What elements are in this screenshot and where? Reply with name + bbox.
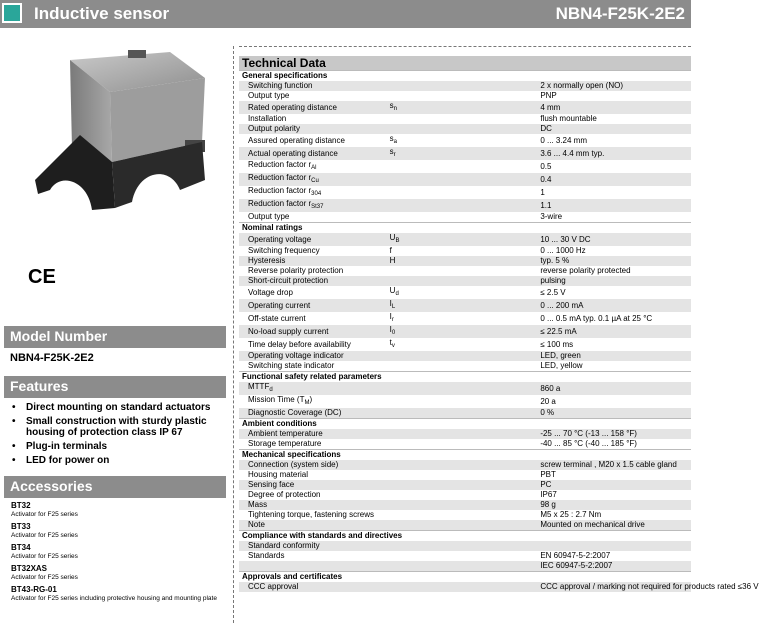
table-row: Sensing face PC bbox=[239, 480, 691, 490]
table-row: CCC approval CCC approval / marking not required for products rated ≤36 V bbox=[239, 582, 691, 592]
table-row: Reduction factor $r_{St37}$ 1.1 bbox=[239, 199, 691, 212]
product-code: NBN4-F25K-2E2 bbox=[555, 4, 685, 23]
table-row: Mission Time $(T_M)$ 20 a bbox=[248, 395, 556, 406]
table-row: Reduction factor $r_{Al}$ 0.5 bbox=[248, 160, 552, 171]
features-list bbox=[10, 402, 228, 469]
table-row: Operating voltage indicator LED, green bbox=[239, 351, 691, 361]
list-item: • LED for power on bbox=[10, 455, 228, 466]
table-row: $MTTF_d$ 860 a bbox=[239, 382, 691, 395]
accessory-name: BT32XAS bbox=[11, 564, 48, 573]
accessory-name: BT32 bbox=[11, 501, 31, 510]
table-row: No-load supply current $I_0$ ≤ 22.5 mA bbox=[239, 325, 691, 338]
accessory-desc: Activator for F25 series bbox=[11, 574, 78, 581]
accessory-name: BT33 bbox=[11, 522, 31, 531]
table-row: Voltage drop $U_d$ ≤ 2.5 V bbox=[248, 286, 566, 297]
model-number-heading: Model Number bbox=[4, 326, 226, 348]
table-group-header: General specifications bbox=[239, 71, 691, 82]
table-row: Connection (system side) screw terminal , M20 x 1.5 cable gland bbox=[239, 460, 691, 470]
table-row: Switching state indicator LED, yellow bbox=[248, 361, 583, 370]
model-number-value: NBN4-F25K-2E2 bbox=[10, 352, 94, 364]
table-row: Housing material PBT bbox=[248, 470, 556, 479]
table-row: Mass 98 g bbox=[239, 500, 691, 510]
table-row: Diagnostic Coverage (DC) 0 % bbox=[239, 408, 691, 419]
table-row: Output type 3-wire bbox=[248, 212, 563, 221]
table-row: Reduction factor $r_{304}$ 1 bbox=[248, 186, 545, 197]
table-row: Operating voltage $U_B$ 10 ... 30 V DC bbox=[239, 233, 691, 246]
table-row: Hysteresis H typ. 5 % bbox=[239, 256, 691, 266]
table-row: Note Mounted on mechanical drive bbox=[239, 520, 691, 531]
accessory-desc: Activator for F25 series bbox=[11, 511, 78, 518]
list-item: • Plug-in terminals bbox=[10, 441, 228, 452]
accessories-heading: Accessories bbox=[4, 476, 226, 498]
list-item: • Small construction with sturdy plastic housing of protection class IP 67 bbox=[10, 416, 228, 438]
product-image bbox=[20, 30, 220, 220]
table-row: Switching function 2 x normally open (NO) bbox=[239, 81, 691, 91]
technical-data-table bbox=[239, 70, 759, 592]
table-group-header: Ambient conditions bbox=[239, 419, 691, 430]
list-item: • Direct mounting on standard actuators bbox=[10, 402, 228, 413]
table-group-header: Approvals and certificates bbox=[239, 572, 691, 583]
technical-data-section bbox=[239, 56, 759, 592]
table-row: Operating current $I_L$ 0 ... 200 mA bbox=[239, 299, 691, 312]
features-heading: Features bbox=[4, 376, 226, 398]
header-bar bbox=[0, 0, 691, 28]
table-row: Time delay before availability $t_v$ ≤ 100 ms bbox=[248, 338, 574, 349]
table-row: Assured operating distance $s_a$ 0 ... 3.24 mm bbox=[248, 134, 587, 145]
table-row: Short-circuit protection pulsing bbox=[239, 276, 691, 286]
table-group-header: Functional safety related parameters bbox=[239, 372, 691, 383]
column-divider bbox=[233, 46, 234, 623]
table-row: Rated operating distance $s_n$ 4 mm bbox=[239, 101, 691, 114]
table-row: Off-state current $I_r$ 0 ... 0.5 mA typ. 0.1 µA at 25 °C bbox=[248, 312, 653, 323]
table-row: Tightening torque, fastening screws M5 x 25 : 2.7 Nm bbox=[248, 510, 602, 519]
table-row: Output type PNP bbox=[248, 91, 557, 100]
table-row: Standard conformity bbox=[239, 541, 691, 551]
accessory-desc: Activator for F25 series bbox=[11, 532, 78, 539]
divider bbox=[239, 46, 691, 47]
table-row: Degree of protection IP67 bbox=[248, 490, 557, 499]
table-row: Installation flush mountable bbox=[248, 114, 597, 123]
table-group-header: Nominal ratings bbox=[239, 223, 691, 234]
accessory-name: BT34 bbox=[11, 543, 31, 552]
brand-square-icon bbox=[2, 3, 22, 23]
table-group-header: Compliance with standards and directives bbox=[239, 531, 691, 542]
table-row: Standards EN 60947-5-2:2007 bbox=[248, 551, 611, 560]
table-row: Actual operating distance $s_r$ 3.6 ... 4.4 mm typ. bbox=[239, 147, 691, 160]
table-row: Reverse polarity protection reverse polarity protected bbox=[248, 266, 631, 275]
accessories-list bbox=[11, 501, 226, 606]
table-row: Reduction factor $r_{Cu}$ 0.4 bbox=[239, 173, 691, 186]
table-row: Storage temperature -40 ... 85 °C (-40 ... 185 °F) bbox=[248, 439, 637, 448]
technical-data-heading: Technical Data bbox=[239, 56, 691, 70]
page-title: Inductive sensor bbox=[34, 4, 170, 23]
table-row: Switching frequency f 0 ... 1000 Hz bbox=[248, 246, 586, 255]
table-row: Ambient temperature -25 ... 70 °C (-13 ... 158 °F) bbox=[239, 429, 691, 439]
ce-mark: CE bbox=[28, 266, 56, 288]
table-group-header: Mechanical specifications bbox=[239, 450, 691, 461]
accessory-desc: Activator for F25 series bbox=[11, 553, 78, 560]
table-row: IEC 60947-5-2:2007 bbox=[239, 561, 691, 572]
accessory-name: BT43-RG-01 bbox=[11, 585, 57, 594]
table-row: Output polarity DC bbox=[239, 124, 691, 134]
accessory-desc: Activator for F25 series including protective housing and mounting plate bbox=[11, 595, 217, 602]
